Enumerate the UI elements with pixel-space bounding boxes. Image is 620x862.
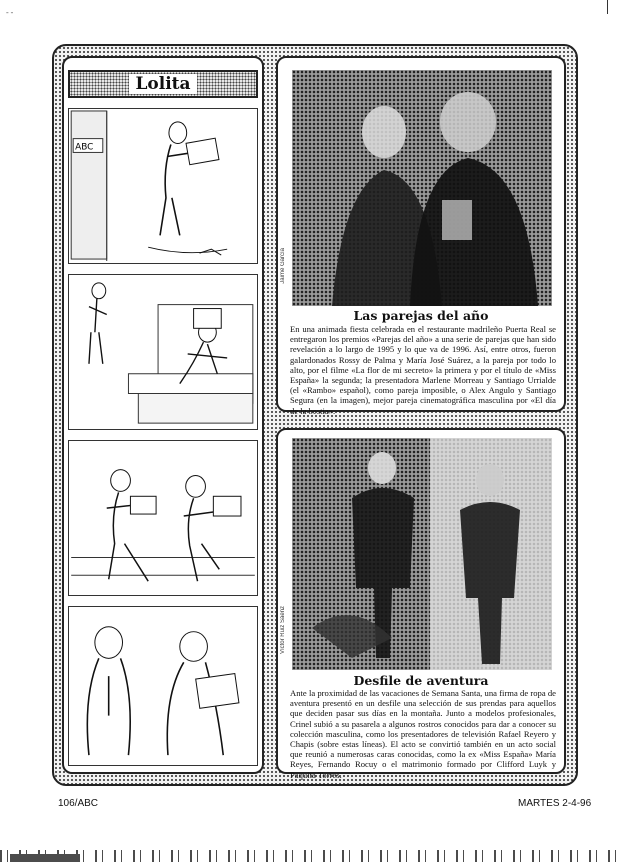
story-1-photo-drawing bbox=[292, 70, 552, 306]
story-1 bbox=[276, 56, 566, 416]
corner-mark: - - bbox=[6, 8, 14, 17]
story-1-credit: Jaime García bbox=[280, 248, 286, 284]
comic-sign-text: ABC bbox=[75, 142, 94, 153]
story-1-photo bbox=[292, 70, 552, 306]
story-2-headline: Desfile de aventura bbox=[353, 673, 489, 688]
comic-drawing-2 bbox=[69, 275, 257, 429]
comic-panel-4 bbox=[68, 606, 258, 766]
story-1-body: En una animada fiesta celebrada en el restaurante madrileño Puerta Real se entregaron los premios «Parejas del año» a una serie de parejas que han sido revelación a lo largo de 1995 y lo que va de 1996. Así, entre otros, fueron galardonados Rossy de Palma y María José Suárez, a la pareja por todo lo alto, por el filme «La flor de mi secreto» la primera y por el título de «Miss España» la segunda; la presentadora Marlene Morreau y Santiago Urrialde (el «Rambo» español), como pareja imposible, o Alex Angulo y Santiago Segura (en la imagen), mejor pareja cinematográfica masculina por «El día de la bestia». bbox=[290, 324, 556, 416]
section-title: Lolita bbox=[129, 74, 196, 94]
comic-panel-1 bbox=[68, 108, 258, 264]
story-2-photo bbox=[292, 438, 552, 670]
story-1-headline: Las parejas del año bbox=[353, 308, 489, 323]
comic-panel-3 bbox=[68, 440, 258, 596]
comic-panel-2 bbox=[68, 274, 258, 430]
scan-artifact-strip bbox=[0, 850, 620, 862]
story-2-photo-drawing bbox=[292, 438, 552, 670]
story-2-body: Ante la proximidad de las vacaciones de Semana Santa, una firma de ropa de aventura presentó en un desfile una selección de sus prendas para aquellos que deciden pasar sus días en la montaña. Junto a modelos profesionales, Crinel subió a su pasarela a algunos rostros conocidos para dar a conocer su colección masculina, como los presentadores de televisión Rafael Reyero y Chapis (sobre estas líneas). El acto se convirtió también en un acto social que reunió a numerosas caras conocidas, como la ex «Miss España» María Reyes, Fernando Rocuy o el matrimonio formado por Clifford Luyk y Paquita Torres. bbox=[290, 688, 556, 780]
comic-drawing-1 bbox=[69, 109, 257, 263]
comic-drawing-4 bbox=[69, 607, 257, 765]
story-2-credit: Víctor Ruiz Sáenz bbox=[280, 606, 286, 655]
story-2 bbox=[276, 428, 566, 780]
page-folio: 106/ABC bbox=[58, 798, 99, 809]
comic-drawing-3 bbox=[69, 441, 257, 595]
edge-line bbox=[607, 0, 608, 14]
section-title-box bbox=[68, 70, 258, 98]
page-date: MARTES 2-4-96 bbox=[518, 798, 592, 809]
